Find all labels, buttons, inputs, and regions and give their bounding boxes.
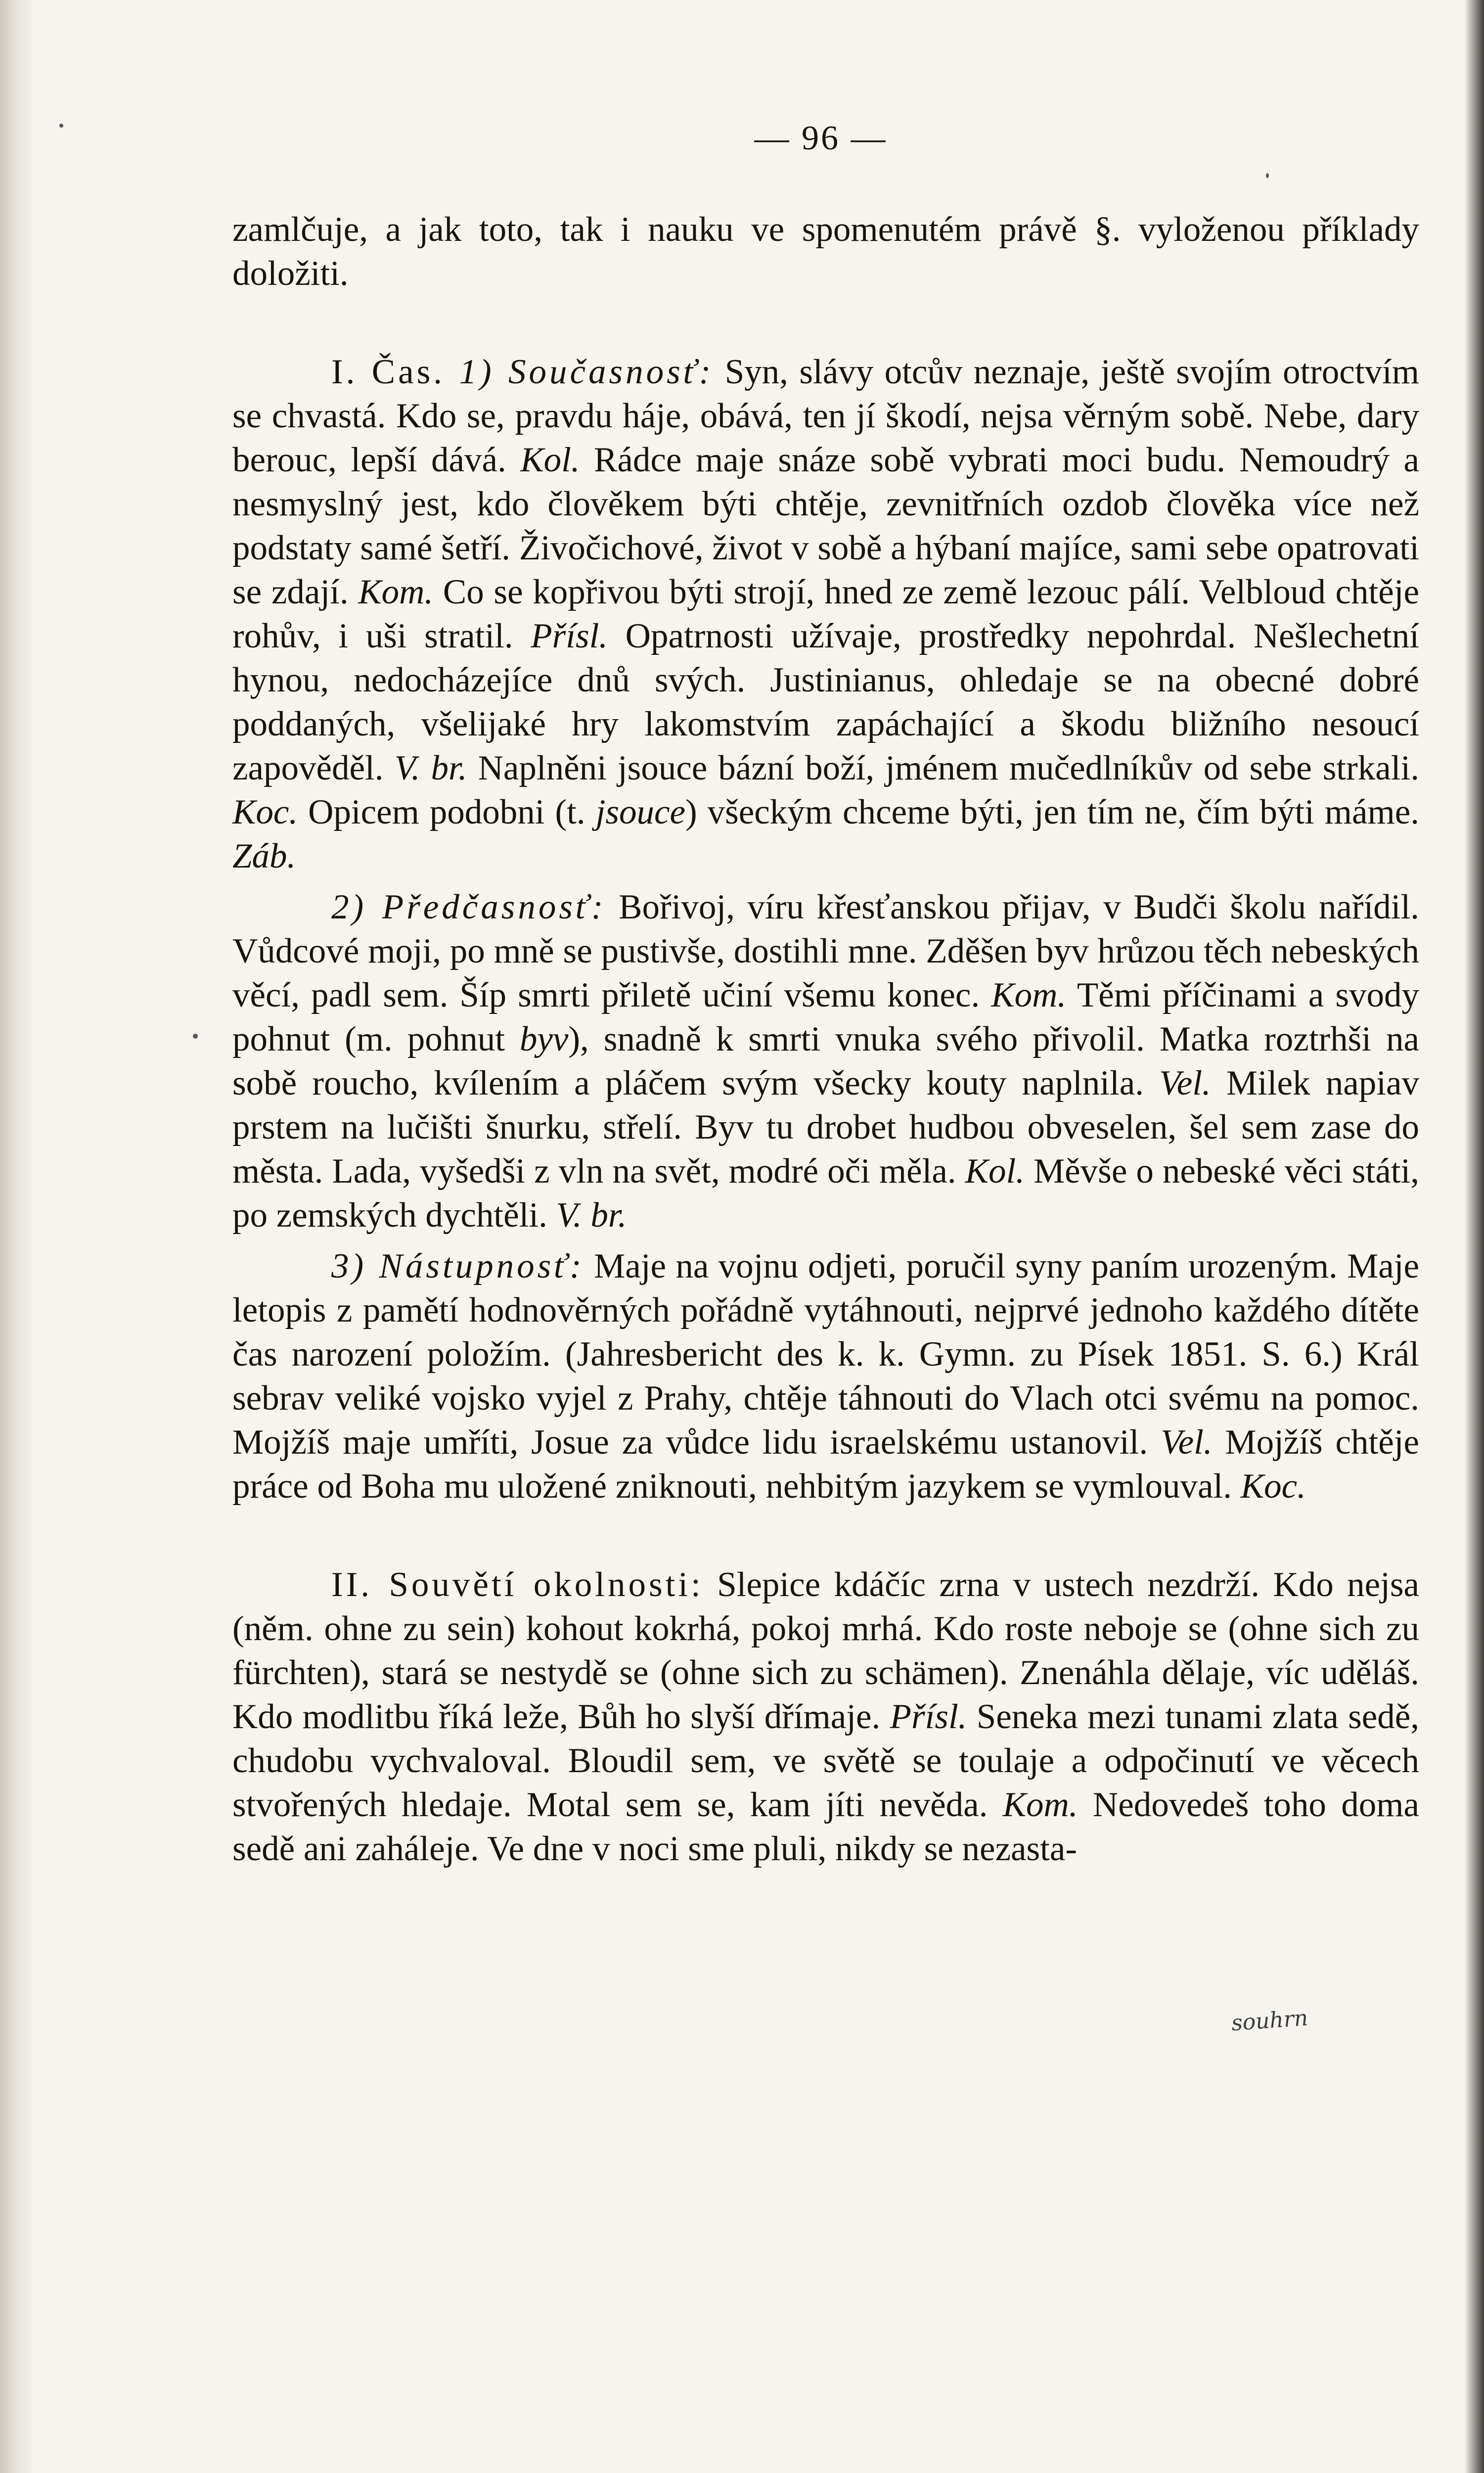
scan-speck	[193, 1034, 198, 1039]
scan-speck	[59, 124, 63, 128]
scan-edge-left	[0, 0, 35, 2473]
page-number: — 96 —	[754, 119, 888, 157]
handwritten-annotation: souhrn	[1230, 2005, 1309, 2036]
paragraph-intro: zamlčuje, a jak toto, tak i nauku ve spomenutém právě §. vyloženou příklady doložiti.	[232, 210, 1419, 293]
paragraph-souveti-okolnosti: II. Souvětí okolnosti: Slepice kdáčíc zrna v ustech nezdrží. Kdo nejsa (něm. ohne zu sein) kohout kokrhá, pokoj mrhá. Kdo roste neboje se (ohne sich zu fürchten), stará se nestydě se (ohne sich zu schämen). Znenáhla dělaje, víc uděláš. Kdo modlitbu říká leže, Bůh ho slyší dřímaje. Přísl. Seneka mezi tunami zlata sedě, chudobu vychvaloval. Bloudil sem, ve světě se toulaje a odpočinutí ve věcech stvořených hledaje. Motal sem se, kam jíti nevěda. Kom. Nedovedeš toho doma sedě ani zaháleje. Ve dne v noci sme pluli, nikdy se nezasta-	[232, 1565, 1419, 1868]
paragraph-nastupnost: 3) Nástupnosť: Maje na vojnu odjeti, poručil syny paním urozeným. Maje letopis z pamětí hodnověrných pořádně vytáhnouti, nejprvé jednoho každého dítěte čas narození položím. (Jahresbericht des k. k. Gymn. zu Písek 1851. S. 6.) Král sebrav veliké vojsko vyjel z Prahy, chtěje táhnouti do Vlach otci svému na pomoc. Mojžíš maje umříti, Josue za vůdce lidu israelskému ustanovil. Vel. Mojžíš chtěje práce od Boha mu uložené zniknouti, nehbitým jazykem se vymlouval. Koc.	[232, 1247, 1420, 1506]
paragraph-predcasnost: 2) Předčasnosť: Bořivoj, víru křesťanskou přijav, v Budči školu nařídil. Vůdcové moji, po mně se pustivše, dostihli mne. Zděšen byv hrůzou těch nebeských věcí, padl sem. Šíp smrti přiletě učiní všemu konec. Kom. Těmi příčinami a svody pohnut (m. pohnut byv), snadně k smrti vnuka svého přivolil. Matka roztrhši na sobě roucho, kvílením a pláčem svým všecky kouty naplnila. Vel. Milek napiav prstem na lučišti šnurku, střelí. Byv tu drobet hudbou obveselen, šel sem zase do města. Lada, vyšedši z vln na svět, modré oči měla. Kol. Měvše o nebeské věci státi, po zemských dychtěli. V. br.	[232, 888, 1419, 1235]
paragraph-cas-soucasnost: I. Čas. 1) Současnosť: Syn, slávy otcův neznaje, ještě svojím otroctvím se chvastá. Kdo se, pravdu háje, obává, ten jí škodí, nejsa věrným sobě. Nebe, dary berouc, lepší dává. Kol. Rádce maje snáze sobě vybrati moci budu. Nemoudrý a nesmyslný jest, kdo člověkem býti chtěje, zevnitřních ozdob člověka více než podstaty samé šetří. Živočichové, život v sobě a hýbaní majíce, sami sebe opatrovati se zdají. Kom. Co se kopřivou býti strojí, hned ze země lezouc pálí. Velbloud chtěje rohův, i uši stratil. Přísl. Opatrnosti užívaje, prostředky nepohrdal. Nešlechetní hynou, nedocházejíce dnů svých. Justinianus, ohledaje se na obecné dobré poddaných, všelijaké hry lakomstvím zapáchající a škodu bližního nesoucí zapověděl. V. br. Naplněni jsouce bázní boží, jménem mučedlníkův od sebe strkali. Koc. Opicem podobni (t. jsouce) všeckým chceme býti, jen tím ne, čím býti máme. Záb.	[232, 353, 1419, 875]
page-body	[232, 208, 1419, 1871]
scan-edge-right	[1464, 0, 1484, 2473]
book-page	[227, 99, 1420, 2473]
